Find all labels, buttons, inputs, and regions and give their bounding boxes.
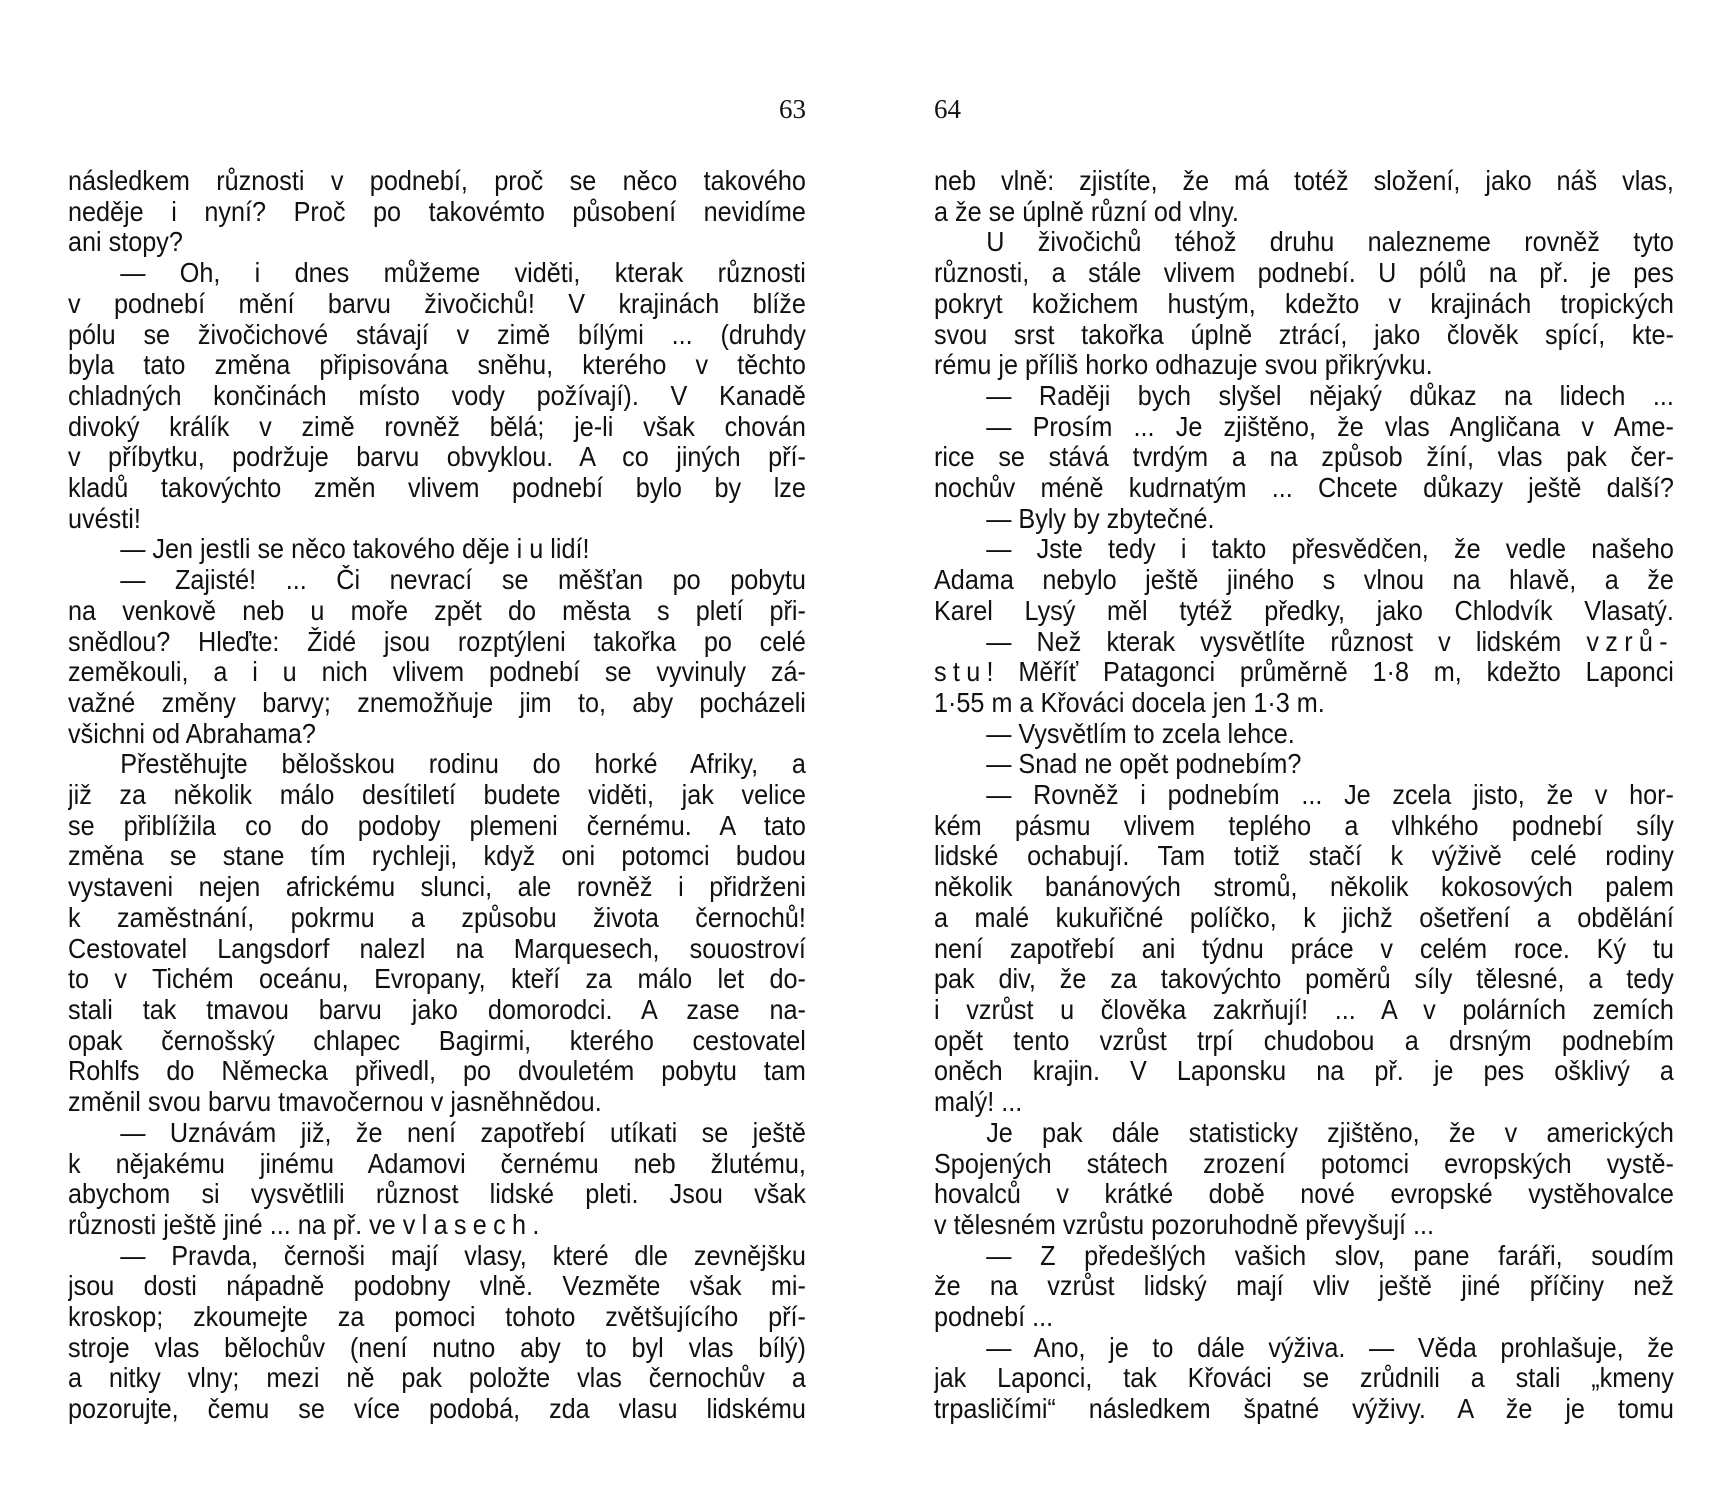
line-text: divoký králík v zimě rovněž bělá; je-li však chován (68, 411, 806, 442)
text-line (68, 1149, 806, 1180)
text-line (934, 1333, 1674, 1364)
page-text (934, 166, 1674, 1425)
line-text: pokryt kožichem hustým, kdežto v krajinách tropických (934, 288, 1674, 319)
text-line (934, 964, 1674, 995)
line-text: U živočichů téhož druhu nalezneme rovněž tyto (986, 227, 1674, 258)
line-text: to v Tichém oceánu, Evropany, kteří za málo let do- (68, 964, 806, 995)
line-text: několik banánových stromů, několik kokosových palem (934, 872, 1674, 903)
line-text: pólu se živočichové stávají v zimě bílými ... (druhdy (68, 319, 806, 350)
text-line (68, 1394, 806, 1425)
text-line (68, 934, 806, 965)
text-line (68, 227, 806, 258)
text-line (934, 442, 1674, 473)
text-line (68, 657, 806, 688)
text-line (934, 1118, 1674, 1149)
line-text: Karel Lysý měl tytéž předky, jako Chlodvík Vlasatý. (934, 595, 1674, 626)
line-text: neb vlně: zjistíte, že má totéž složení, jako náš vlas, (934, 166, 1674, 196)
line-text: — Snad ne opět podnebím? (986, 749, 1302, 780)
text-line (68, 719, 806, 750)
line-text: že na vzrůst lidský mají vliv ještě jiné příčiny než (934, 1271, 1674, 1302)
line-text: — Raději bych slyšel nějaký důkaz na lidech ... (986, 380, 1674, 411)
text-line (68, 627, 806, 658)
text-line (68, 596, 806, 627)
text-line (934, 811, 1674, 842)
line-text: ani stopy? (68, 227, 183, 258)
text-line (934, 258, 1674, 289)
line-text: na venkově neb u moře zpět do města s pletí při- (68, 595, 806, 626)
line-text: Přestěhujte bělošskou rodinu do horké Afriky, a (120, 749, 806, 780)
text-line (68, 872, 806, 903)
text-line (68, 1118, 806, 1149)
line-text: se přiblížila co do podoby plemeni černému. A tato (68, 810, 806, 841)
text-line (68, 197, 806, 228)
text-line (934, 903, 1674, 934)
text-line (68, 688, 806, 719)
line-text: hovalců v krátké době nové evropské vystěhovalce (934, 1179, 1674, 1210)
text-line (68, 1026, 806, 1057)
line-text: a malé kukuřičné políčko, k jichž ošetření a obdělání (934, 902, 1674, 933)
text-line (934, 1210, 1674, 1241)
line-text: stroje vlas bělochův (není nutno aby to byl vlas bílý) (68, 1332, 806, 1363)
line-text: — Oh, i dnes můžeme viděti, kterak různosti (120, 258, 806, 289)
line-text: — Zajisté! ... Či nevrací se měšťan po pobytu (120, 565, 806, 596)
right-page (934, 0, 1674, 1500)
text-line (68, 350, 806, 381)
text-line (68, 1210, 806, 1241)
line-text: — Rovněž i podnebím ... Je zcela jisto, že v hor- (986, 780, 1674, 811)
line-text: byla tato změna připisována sněhu, kterého v těchto (68, 350, 806, 381)
page-number: 64 (934, 94, 961, 124)
line-text: podnebí ... (934, 1302, 1054, 1333)
text-line (68, 841, 806, 872)
text-line (934, 995, 1674, 1026)
line-text: v podnebí mění barvu živočichů! V krajinách blíže (68, 288, 806, 319)
line-text: neděje i nyní? Proč po takovémto působení nevidíme (68, 196, 806, 227)
line-text: Spojených státech zrození potomci evropských vystě- (934, 1148, 1674, 1179)
line-text: pak div, že za takovýchto poměrů síly tělesné, a tedy (934, 964, 1674, 995)
text-line (934, 1056, 1674, 1087)
line-text: stali tak tmavou barvu jako domorodci. A zase na- (68, 994, 806, 1025)
line-text: 1·55 m a Křováci docela jen 1·3 m. (934, 687, 1325, 718)
text-line (934, 1271, 1674, 1302)
line-text: važné změny barvy; znemožňuje jim to, aby pocházeli (68, 687, 806, 718)
text-line (68, 749, 806, 780)
line-text: změna se stane tím rychleji, když oni potomci budou (68, 841, 806, 872)
line-text: snědlou? Hleďte: Židé jsou rozptýleni takořka po celé (68, 626, 806, 657)
text-line (934, 473, 1674, 504)
text-line (934, 1394, 1674, 1425)
line-text: trpasličími“ následkem špatné výživy. A že je tomu (934, 1394, 1674, 1425)
line-text: jak Laponci, tak Křováci se zrůdnili a stali „kmeny (934, 1363, 1674, 1394)
text-line (934, 350, 1674, 381)
line-text: kroskop; zkoumejte za pomoci tohoto zvětšujícího pří- (68, 1302, 806, 1333)
text-line (934, 227, 1674, 258)
line-text: k zaměstnání, pokrmu a způsobu života černochů! (68, 902, 806, 933)
line-text: opět tento vzrůst trpí chudobou a drsným podnebím (934, 1025, 1674, 1056)
text-line (934, 1363, 1674, 1394)
text-line (934, 381, 1674, 412)
line-text: Je pak dále statisticky zjištěno, že v amerických (986, 1117, 1674, 1148)
line-text: — Byly by zbytečné. (986, 503, 1215, 534)
line-text: chladných končinách místo vody požívají). V Kanadě (68, 380, 806, 411)
emphasized-text: vzrů- (1586, 626, 1674, 657)
text-line (934, 657, 1674, 688)
text-line (934, 289, 1674, 320)
line-text-tail: . (532, 1209, 540, 1240)
line-text: opak černošský chlapec Bagirmi, kterého cestovatel (68, 1025, 806, 1056)
line-text: Adama nebylo ještě jiného s vlnou na hlavě, a že (934, 565, 1674, 596)
line-text: a že se úplně různí od vlny. (934, 196, 1239, 227)
line-text: i vzrůst u člověka zakrňují! ... A v polárních zemích (934, 994, 1674, 1025)
line-text: — Prosím ... Je zjištěno, že vlas Angličana v Ame- (986, 411, 1674, 442)
text-line (68, 381, 806, 412)
text-line (68, 1333, 806, 1364)
line-text: následkem různosti v podnebí, proč se něco takového (68, 166, 806, 196)
text-line (934, 719, 1674, 750)
text-line (68, 320, 806, 351)
text-line (68, 903, 806, 934)
line-text: Cestovatel Langsdorf nalezl na Marquesech, souostroví (68, 933, 806, 964)
line-text: nochův méně kudrnatým ... Chcete důkazy ještě další? (934, 473, 1674, 504)
text-line (934, 596, 1674, 627)
line-text: — Uznávám již, že není zapotřebí utíkati se ještě (120, 1117, 806, 1148)
emphasized-text: stu (934, 657, 987, 688)
line-text: rému je příliš horko odhazuje svou přikrývku. (934, 350, 1433, 381)
text-line (934, 565, 1674, 596)
line-text: v tělesném vzrůstu pozoruhodně převyšují ... (934, 1209, 1435, 1240)
text-line (68, 964, 806, 995)
text-line (934, 1241, 1674, 1272)
text-line (68, 534, 806, 565)
line-text: různosti, a stále vlivem podnebí. U pólů na př. je pes (934, 258, 1674, 289)
line-text: již za několik málo desítiletí budete viděti, jak velice (68, 780, 806, 811)
line-text: vystaveni nejen africkému slunci, ale rovněž i přidrženi (68, 872, 806, 903)
text-line (934, 780, 1674, 811)
line-text: v příbytku, podržuje barvu obvyklou. A co jiných pří- (68, 442, 806, 473)
line-text-tail: ! Měříť Patagonci průměrně 1·8 m, kdežto Laponci (986, 657, 1674, 688)
line-text: všichni od Abrahama? (68, 718, 316, 749)
text-line (934, 934, 1674, 965)
line-text: a nitky vlny; mezi ně pak položte vlas černochův a (68, 1363, 806, 1394)
text-line (934, 1149, 1674, 1180)
line-text: oněch krajin. V Laponsku na př. je pes ošklivý a (934, 1056, 1674, 1087)
line-text: kladů takovýchto změn vlivem podnebí bylo by lze (68, 473, 806, 504)
text-line (68, 258, 806, 289)
line-text: — Jen jestli se něco takového děje i u lidí! (120, 534, 590, 565)
line-text: různosti ještě jiné ... na př. ve (68, 1209, 403, 1240)
line-text: malý! ... (934, 1087, 1023, 1118)
line-text: — Než kterak vysvětlíte různost v lidském (986, 626, 1587, 657)
text-line (934, 412, 1674, 443)
text-line (68, 1179, 806, 1210)
page-number: 63 (779, 94, 806, 124)
text-line (68, 412, 806, 443)
text-line (934, 1302, 1674, 1333)
text-line (934, 872, 1674, 903)
line-text: — Jste tedy i takto přesvědčen, že vedle našeho (986, 534, 1674, 565)
line-text: svou srst takořka úplně ztrácí, jako člověk spící, kte- (934, 319, 1674, 350)
text-line (934, 534, 1674, 565)
line-text: — Vysvětlím to zcela lehce. (986, 718, 1295, 749)
text-line (68, 780, 806, 811)
text-line (934, 166, 1674, 197)
line-text: — Z předešlých vašich slov, pane faráři, soudím (986, 1240, 1674, 1271)
text-line (68, 289, 806, 320)
line-text: není zapotřebí ani týdnu práce v celém roce. Ký tu (934, 933, 1674, 964)
line-text: kém pásmu vlivem teplého a vlhkého podnebí síly (934, 810, 1674, 841)
text-line (934, 627, 1674, 658)
text-line (68, 1363, 806, 1394)
line-text: uvésti! (68, 503, 141, 534)
text-line (68, 811, 806, 842)
line-text: jsou dosti nápadně podobny vlně. Vezměte však mi- (68, 1271, 806, 1302)
text-line (68, 1241, 806, 1272)
text-line (68, 1056, 806, 1087)
text-line (68, 1271, 806, 1302)
line-text: — Ano, je to dále výživa. — Věda prohlašuje, že (986, 1332, 1674, 1363)
line-text: lidské ochabují. Tam totiž stačí k výživě celé rodiny (934, 841, 1674, 872)
line-text: Rohlfs do Německa přivedl, po dvouletém pobytu tam (68, 1056, 806, 1087)
text-line (68, 565, 806, 596)
line-text: k nějakému jinému Adamovi černému neb žlutému, (68, 1148, 806, 1179)
line-text: — Pravda, černoši mají vlasy, které dle zevnějšku (120, 1240, 806, 1271)
text-line (934, 1179, 1674, 1210)
text-line (68, 1087, 806, 1118)
line-text: zeměkouli, a i u nich vlivem podnebí se vyvinuly zá- (68, 657, 806, 688)
text-line (934, 688, 1674, 719)
text-line (934, 504, 1674, 535)
line-text: abychom si vysvětlili různost lidské pleti. Jsou však (68, 1179, 806, 1210)
line-text: změnil svou barvu tmavočernou v jasněhnědou. (68, 1087, 602, 1118)
text-line (68, 1302, 806, 1333)
line-text: rice se stává tvrdým a na způsob žíní, vlas pak čer- (934, 442, 1674, 473)
text-line (68, 504, 806, 535)
text-line (934, 1087, 1674, 1118)
line-text: pozorujte, čemu se více podobá, zda vlasu lidskému (68, 1394, 806, 1425)
text-line (934, 1026, 1674, 1057)
text-line (68, 995, 806, 1026)
text-line (68, 166, 806, 197)
left-page (68, 0, 806, 1500)
text-line (934, 841, 1674, 872)
text-line (934, 320, 1674, 351)
text-line (934, 197, 1674, 228)
text-line (68, 473, 806, 504)
emphasized-text: vlasech (402, 1209, 533, 1240)
text-line (934, 749, 1674, 780)
text-line (68, 442, 806, 473)
page-text (68, 166, 806, 1425)
